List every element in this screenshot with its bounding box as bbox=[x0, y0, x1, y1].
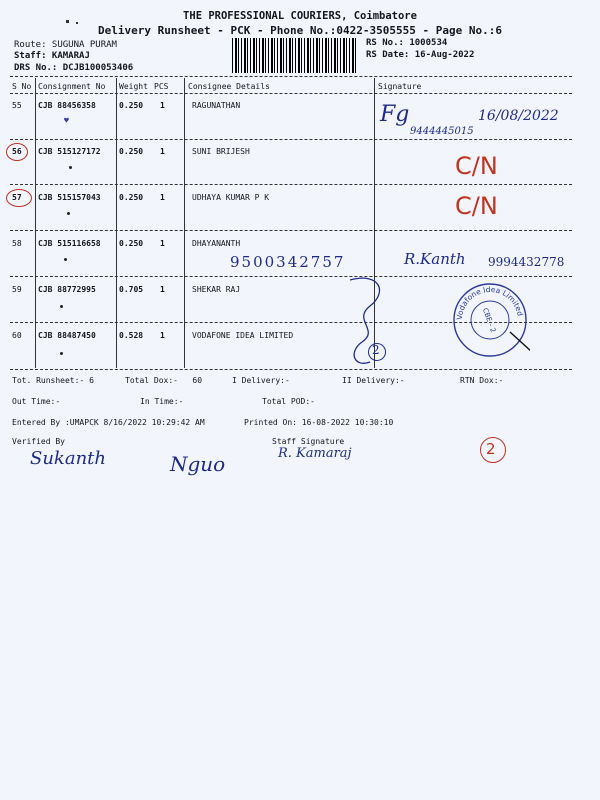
row-rule bbox=[10, 230, 572, 231]
table-header-rule bbox=[10, 93, 572, 94]
row-consignee: VODAFONE IDEA LIMITED bbox=[192, 331, 294, 340]
row-consignment: CJB 515116658 bbox=[38, 239, 101, 248]
printed-on: Printed On: 16-08-2022 10:30:10 bbox=[244, 418, 394, 427]
staff-label: Staff: KAMARAJ bbox=[14, 51, 90, 61]
row-rule bbox=[10, 276, 572, 277]
row-pcs: 1 bbox=[160, 285, 165, 294]
row-weight: 0.705 bbox=[119, 285, 144, 294]
rtn-dox: RTN Dox:- bbox=[460, 376, 504, 385]
row-sno: 59 bbox=[12, 285, 22, 294]
row-sno: 56 bbox=[12, 147, 22, 156]
col-weight: Weight bbox=[119, 82, 148, 91]
i-delivery: I Delivery:- bbox=[232, 376, 290, 385]
row-weight: 0.250 bbox=[119, 147, 144, 156]
barcode bbox=[232, 38, 358, 73]
entered-by: Entered By :UMAPCK 8/16/2022 10:29:42 AM bbox=[12, 418, 205, 427]
row58-phone2: 9994432778 bbox=[488, 255, 565, 269]
row-consignment: CJB 88487450 bbox=[38, 331, 96, 340]
staff-signature-label: Staff Signature bbox=[272, 437, 345, 446]
row-consignment: CJB 88772995 bbox=[38, 285, 96, 294]
col-divider bbox=[116, 78, 117, 368]
row-weight: 0.528 bbox=[119, 331, 144, 340]
row-pcs: 1 bbox=[160, 331, 165, 340]
col-signature: Signature bbox=[378, 82, 422, 91]
row55-phone: 9444445015 bbox=[410, 126, 474, 137]
middle-signature: Nguo bbox=[170, 452, 226, 476]
col-sno: S No bbox=[12, 82, 32, 91]
row-pcs: 1 bbox=[160, 193, 165, 202]
row-consignee: RAGUNATHAN bbox=[192, 101, 241, 110]
total-pod: Total POD:- bbox=[262, 397, 315, 406]
row-sno: 57 bbox=[12, 193, 22, 202]
col-divider bbox=[35, 78, 36, 368]
row-dot bbox=[69, 166, 72, 169]
row-rule bbox=[10, 139, 572, 140]
staff-signature: R. Kamaraj bbox=[278, 446, 352, 461]
row56-note: C/N bbox=[455, 152, 498, 180]
row-dot bbox=[67, 212, 70, 215]
row-circle-mark bbox=[6, 143, 28, 161]
row-dot bbox=[64, 258, 67, 261]
row-consignee: SHEKAR RAJ bbox=[192, 285, 241, 294]
row58-signature: R.Kanth bbox=[404, 250, 466, 268]
rs-date: RS Date: 16-Aug-2022 bbox=[366, 50, 475, 60]
company-title: THE PROFESSIONAL COURIERS, Coimbatore bbox=[183, 10, 417, 22]
row55-signature: Fg bbox=[380, 102, 410, 127]
rs-number: RS No.: 1000534 bbox=[366, 38, 448, 48]
row-rule bbox=[10, 184, 572, 185]
company-stamp bbox=[450, 280, 530, 360]
row-sno: 58 bbox=[12, 239, 22, 248]
row-consignee: DHAYANANTH bbox=[192, 239, 241, 248]
out-time: Out Time:- bbox=[12, 397, 61, 406]
col-consignment: Consignment No bbox=[38, 82, 106, 91]
table-top-rule bbox=[10, 76, 572, 77]
row-consignee: UDHAYA KUMAR P K bbox=[192, 193, 270, 202]
stamp-ring-text: Vodafone Idea Limited bbox=[454, 284, 525, 321]
row-circle-mark bbox=[6, 189, 32, 207]
row-sno: 55 bbox=[12, 101, 22, 110]
heart-mark: ♥ bbox=[64, 116, 69, 125]
in-time: In Time:- bbox=[140, 397, 184, 406]
row58-phone1: 9500342757 bbox=[230, 253, 346, 271]
row-weight: 0.250 bbox=[119, 239, 144, 248]
table-bottom-rule bbox=[10, 369, 572, 370]
row57-note: C/N bbox=[455, 192, 498, 220]
row-pcs: 1 bbox=[160, 101, 165, 110]
verified-by-label: Verified By bbox=[12, 437, 65, 446]
col-divider bbox=[184, 78, 185, 368]
verified-signature: Sukanth bbox=[30, 448, 106, 469]
tot-runsheet: Tot. Runsheet:- 6 bbox=[12, 376, 94, 385]
runsheet-title: Delivery Runsheet - PCK - Phone No.:0422-3505555 - Page No.:6 bbox=[98, 24, 502, 37]
row-consignment: CJB 515157043 bbox=[38, 193, 101, 202]
row-consignment: CJB 515127172 bbox=[38, 147, 101, 156]
total-dox: Total Dox:- 60 bbox=[125, 376, 203, 385]
row-pcs: 1 bbox=[160, 147, 165, 156]
row-pcs: 1 bbox=[160, 239, 165, 248]
row-dot bbox=[60, 352, 63, 355]
row-consignee: SUNI BRIJESH bbox=[192, 147, 250, 156]
row-weight: 0.250 bbox=[119, 193, 144, 202]
col-consignee: Consignee Details bbox=[188, 82, 270, 91]
row-sno: 60 bbox=[12, 331, 22, 340]
row-consignment: CJB 88456358 bbox=[38, 101, 96, 110]
row-dot bbox=[60, 305, 63, 308]
count-mark: 2 bbox=[486, 440, 496, 458]
drs-number: DRS No.: DCJB100053406 bbox=[14, 63, 134, 73]
row-weight: 0.250 bbox=[119, 101, 144, 110]
stamp-center-text: CBE - 2 bbox=[480, 306, 498, 334]
ii-delivery: II Delivery:- bbox=[342, 376, 405, 385]
route-label: Route: SUGUNA PURAM bbox=[14, 40, 117, 50]
col-pcs: PCS bbox=[154, 82, 169, 91]
row55-date: 16/08/2022 bbox=[478, 108, 559, 124]
row60-mark: 2 bbox=[372, 343, 380, 357]
